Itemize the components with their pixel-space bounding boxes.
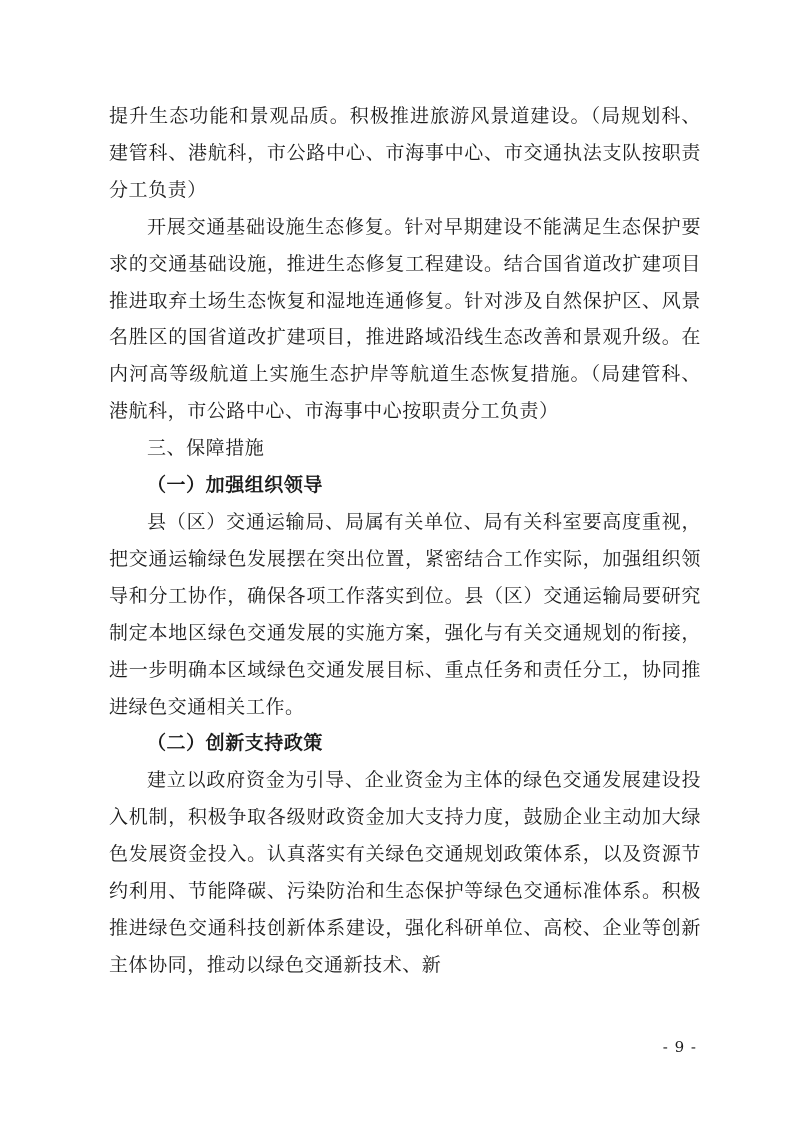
section-heading-safeguards: 三、保障措施 — [147, 437, 265, 460]
policy-paragraph: 建立以政府资金为引导、企业资金为主体的绿色交通发展建设投入机制，积极争取各级财政资金加大支持力度，鼓励企业主动加大绿色发展资金投入。认真落实有关绿色交通规划政策体系，以及资源节约利用、节能降碳、污染防治和生态保护等绿色交通标准体系。积极推进绿色交通科技创新体系建设，强化科研单位、高校、企业等创新主体协同，推动以绿色交通新技术、新 — [109, 769, 701, 976]
page-number: - 9 - — [662, 1038, 697, 1056]
document-body — [109, 98, 701, 984]
organization-paragraph: 县（区）交通运输局、局属有关单位、局有关科室要高度重视，把交通运输绿色发展摆在突出位置，紧密结合工作实际，加强组织领导和分工协作，确保各项工作落实到位。县（区）交通运输局要研究制定本地区绿色交通发展的实施方案，强化与有关交通规划的衔接，进一步明确本区域绿色交通发展目标、重点任务和责任分工，协同推进绿色交通相关工作。 — [109, 510, 701, 718]
continuation-paragraph: 提升生态功能和景观品质。积极推进旅游风景道建设。（局规划科、建管科、港航科，市公路中心、市海事中心、市交通执法支队按职责分工负责） — [109, 105, 701, 201]
subsection-heading-organization: （一）加强组织领导 — [147, 474, 323, 497]
ecological-restoration-paragraph: 开展交通基础设施生态修复。针对早期建设不能满足生态保护要求的交通基础设施，推进生态修复工程建设。结合国省道改扩建项目推进取弃土场生态恢复和湿地连通修复。针对涉及自然保护区、风景名胜区的国省道改扩建项目，推进路域沿线生态改善和景观升级。在内河高等级航道上实施生态护岸等航道生态恢复措施。（局建管科、港航科，市公路中心、市海事中心按职责分工负责） — [109, 215, 701, 423]
subsection-heading-policy: （二）创新支持政策 — [147, 732, 323, 755]
